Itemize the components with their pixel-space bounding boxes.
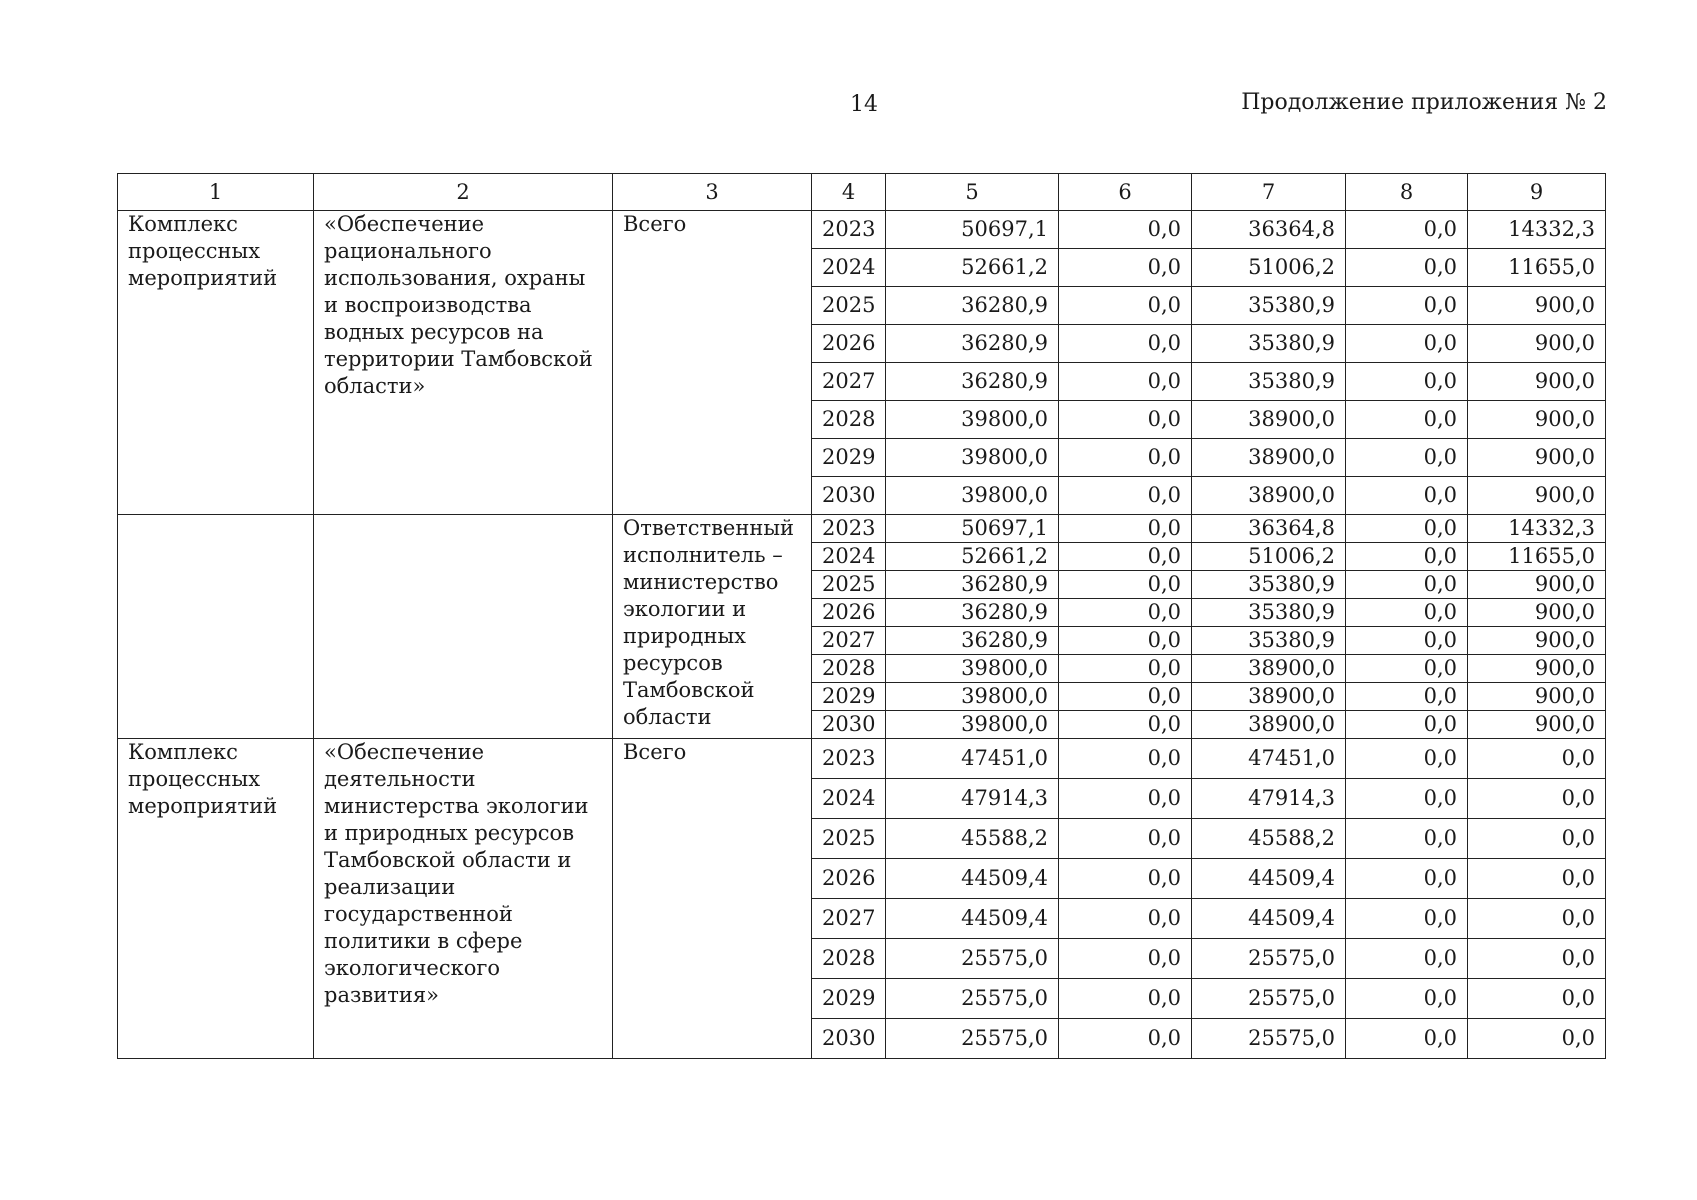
regional-amount: 38900,0 [1192, 439, 1346, 477]
total-amount: 47914,3 [886, 779, 1059, 819]
extrabudgetary-amount: 0,0 [1468, 979, 1606, 1019]
total-amount: 36280,9 [886, 627, 1059, 655]
extrabudgetary-amount: 0,0 [1468, 939, 1606, 979]
extrabudgetary-amount: 900,0 [1468, 655, 1606, 683]
federal-amount: 0,0 [1059, 859, 1192, 899]
total-amount: 39800,0 [886, 683, 1059, 711]
regional-amount: 38900,0 [1192, 655, 1346, 683]
municipal-amount: 0,0 [1346, 363, 1468, 401]
municipal-amount: 0,0 [1346, 439, 1468, 477]
table-row [118, 211, 1606, 249]
municipal-amount: 0,0 [1346, 779, 1468, 819]
total-amount: 39800,0 [886, 711, 1059, 739]
total-amount: 25575,0 [886, 939, 1059, 979]
municipal-amount: 0,0 [1346, 599, 1468, 627]
column-header: 7 [1192, 174, 1346, 211]
federal-amount: 0,0 [1059, 401, 1192, 439]
column-header: 1 [118, 174, 314, 211]
regional-amount: 47914,3 [1192, 779, 1346, 819]
page-number: 14 [850, 92, 878, 117]
regional-amount: 44509,4 [1192, 859, 1346, 899]
year-cell: 2030 [812, 1019, 886, 1059]
year-cell: 2026 [812, 325, 886, 363]
total-amount: 39800,0 [886, 401, 1059, 439]
program-type-cell: Комплекс процессных мероприятий [118, 211, 314, 515]
executor-cell: Всего [613, 739, 812, 1059]
extrabudgetary-amount: 900,0 [1468, 599, 1606, 627]
regional-amount: 51006,2 [1192, 543, 1346, 571]
total-amount: 44509,4 [886, 899, 1059, 939]
municipal-amount: 0,0 [1346, 939, 1468, 979]
total-amount: 36280,9 [886, 571, 1059, 599]
regional-amount: 36364,8 [1192, 515, 1346, 543]
regional-amount: 47451,0 [1192, 739, 1346, 779]
total-amount: 52661,2 [886, 249, 1059, 287]
municipal-amount: 0,0 [1346, 571, 1468, 599]
regional-amount: 44509,4 [1192, 899, 1346, 939]
extrabudgetary-amount: 0,0 [1468, 779, 1606, 819]
year-cell: 2024 [812, 249, 886, 287]
extrabudgetary-amount: 900,0 [1468, 439, 1606, 477]
extrabudgetary-amount: 0,0 [1468, 819, 1606, 859]
extrabudgetary-amount: 0,0 [1468, 859, 1606, 899]
federal-amount: 0,0 [1059, 211, 1192, 249]
municipal-amount: 0,0 [1346, 739, 1468, 779]
federal-amount: 0,0 [1059, 899, 1192, 939]
total-amount: 50697,1 [886, 515, 1059, 543]
regional-amount: 35380,9 [1192, 599, 1346, 627]
year-cell: 2027 [812, 363, 886, 401]
federal-amount: 0,0 [1059, 711, 1192, 739]
federal-amount: 0,0 [1059, 439, 1192, 477]
regional-amount: 36364,8 [1192, 211, 1346, 249]
appendix-caption: Продолжение приложения № 2 [1241, 90, 1607, 115]
year-cell: 2027 [812, 627, 886, 655]
regional-amount: 45588,2 [1192, 819, 1346, 859]
regional-amount: 35380,9 [1192, 627, 1346, 655]
municipal-amount: 0,0 [1346, 211, 1468, 249]
executor-cell: Ответственный исполнитель – министерство экологии и природных ресурсов Тамбовской области [613, 515, 812, 739]
year-cell: 2030 [812, 477, 886, 515]
program-name-cell: «Обеспечение рационального использования, охраны и воспроизводства водных ресурсов на территории Тамбовской области» [314, 211, 613, 515]
total-amount: 39800,0 [886, 477, 1059, 515]
total-amount: 25575,0 [886, 1019, 1059, 1059]
extrabudgetary-amount: 900,0 [1468, 477, 1606, 515]
municipal-amount: 0,0 [1346, 627, 1468, 655]
funding-table [117, 173, 1606, 1059]
program-name-cell [314, 515, 613, 739]
total-amount: 36280,9 [886, 599, 1059, 627]
federal-amount: 0,0 [1059, 627, 1192, 655]
total-amount: 39800,0 [886, 655, 1059, 683]
year-cell: 2028 [812, 939, 886, 979]
regional-amount: 51006,2 [1192, 249, 1346, 287]
regional-amount: 25575,0 [1192, 979, 1346, 1019]
extrabudgetary-amount: 900,0 [1468, 325, 1606, 363]
total-amount: 52661,2 [886, 543, 1059, 571]
federal-amount: 0,0 [1059, 979, 1192, 1019]
regional-amount: 38900,0 [1192, 683, 1346, 711]
extrabudgetary-amount: 11655,0 [1468, 543, 1606, 571]
regional-amount: 35380,9 [1192, 287, 1346, 325]
year-cell: 2029 [812, 979, 886, 1019]
municipal-amount: 0,0 [1346, 515, 1468, 543]
year-cell: 2025 [812, 819, 886, 859]
executor-cell: Всего [613, 211, 812, 515]
federal-amount: 0,0 [1059, 571, 1192, 599]
year-cell: 2029 [812, 439, 886, 477]
federal-amount: 0,0 [1059, 739, 1192, 779]
extrabudgetary-amount: 900,0 [1468, 401, 1606, 439]
year-cell: 2026 [812, 859, 886, 899]
municipal-amount: 0,0 [1346, 655, 1468, 683]
extrabudgetary-amount: 900,0 [1468, 711, 1606, 739]
federal-amount: 0,0 [1059, 779, 1192, 819]
federal-amount: 0,0 [1059, 477, 1192, 515]
year-cell: 2024 [812, 779, 886, 819]
municipal-amount: 0,0 [1346, 249, 1468, 287]
program-type-cell [118, 515, 314, 739]
year-cell: 2029 [812, 683, 886, 711]
total-amount: 39800,0 [886, 439, 1059, 477]
federal-amount: 0,0 [1059, 249, 1192, 287]
year-cell: 2025 [812, 287, 886, 325]
column-header: 2 [314, 174, 613, 211]
year-cell: 2023 [812, 739, 886, 779]
municipal-amount: 0,0 [1346, 401, 1468, 439]
municipal-amount: 0,0 [1346, 899, 1468, 939]
municipal-amount: 0,0 [1346, 325, 1468, 363]
municipal-amount: 0,0 [1346, 543, 1468, 571]
extrabudgetary-amount: 14332,3 [1468, 211, 1606, 249]
table-row [118, 739, 1606, 779]
federal-amount: 0,0 [1059, 325, 1192, 363]
extrabudgetary-amount: 0,0 [1468, 899, 1606, 939]
year-cell: 2023 [812, 515, 886, 543]
municipal-amount: 0,0 [1346, 859, 1468, 899]
regional-amount: 25575,0 [1192, 939, 1346, 979]
total-amount: 36280,9 [886, 325, 1059, 363]
program-name-cell: «Обеспечение деятельности министерства экологии и природных ресурсов Тамбовской области и реализации государственной политики в сфере экологического развития» [314, 739, 613, 1059]
column-header: 9 [1468, 174, 1606, 211]
total-amount: 50697,1 [886, 211, 1059, 249]
extrabudgetary-amount: 0,0 [1468, 739, 1606, 779]
table-row [118, 515, 1606, 543]
extrabudgetary-amount: 900,0 [1468, 363, 1606, 401]
year-cell: 2023 [812, 211, 886, 249]
regional-amount: 35380,9 [1192, 325, 1346, 363]
extrabudgetary-amount: 11655,0 [1468, 249, 1606, 287]
year-cell: 2025 [812, 571, 886, 599]
total-amount: 25575,0 [886, 979, 1059, 1019]
federal-amount: 0,0 [1059, 1019, 1192, 1059]
year-cell: 2026 [812, 599, 886, 627]
municipal-amount: 0,0 [1346, 287, 1468, 325]
year-cell: 2027 [812, 899, 886, 939]
municipal-amount: 0,0 [1346, 819, 1468, 859]
column-number-row [118, 174, 1606, 211]
extrabudgetary-amount: 900,0 [1468, 627, 1606, 655]
year-cell: 2024 [812, 543, 886, 571]
federal-amount: 0,0 [1059, 655, 1192, 683]
column-header: 5 [886, 174, 1059, 211]
extrabudgetary-amount: 14332,3 [1468, 515, 1606, 543]
regional-amount: 25575,0 [1192, 1019, 1346, 1059]
regional-amount: 38900,0 [1192, 711, 1346, 739]
municipal-amount: 0,0 [1346, 1019, 1468, 1059]
municipal-amount: 0,0 [1346, 683, 1468, 711]
total-amount: 45588,2 [886, 819, 1059, 859]
program-type-cell: Комплекс процессных мероприятий [118, 739, 314, 1059]
total-amount: 36280,9 [886, 287, 1059, 325]
federal-amount: 0,0 [1059, 819, 1192, 859]
total-amount: 44509,4 [886, 859, 1059, 899]
federal-amount: 0,0 [1059, 287, 1192, 325]
regional-amount: 38900,0 [1192, 477, 1346, 515]
regional-amount: 35380,9 [1192, 571, 1346, 599]
federal-amount: 0,0 [1059, 543, 1192, 571]
extrabudgetary-amount: 900,0 [1468, 683, 1606, 711]
year-cell: 2030 [812, 711, 886, 739]
federal-amount: 0,0 [1059, 363, 1192, 401]
federal-amount: 0,0 [1059, 939, 1192, 979]
municipal-amount: 0,0 [1346, 477, 1468, 515]
column-header: 6 [1059, 174, 1192, 211]
column-header: 8 [1346, 174, 1468, 211]
year-cell: 2028 [812, 401, 886, 439]
total-amount: 47451,0 [886, 739, 1059, 779]
extrabudgetary-amount: 900,0 [1468, 571, 1606, 599]
federal-amount: 0,0 [1059, 515, 1192, 543]
municipal-amount: 0,0 [1346, 979, 1468, 1019]
year-cell: 2028 [812, 655, 886, 683]
municipal-amount: 0,0 [1346, 711, 1468, 739]
federal-amount: 0,0 [1059, 599, 1192, 627]
extrabudgetary-amount: 0,0 [1468, 1019, 1606, 1059]
extrabudgetary-amount: 900,0 [1468, 287, 1606, 325]
regional-amount: 35380,9 [1192, 363, 1346, 401]
federal-amount: 0,0 [1059, 683, 1192, 711]
regional-amount: 38900,0 [1192, 401, 1346, 439]
total-amount: 36280,9 [886, 363, 1059, 401]
column-header: 4 [812, 174, 886, 211]
column-header: 3 [613, 174, 812, 211]
